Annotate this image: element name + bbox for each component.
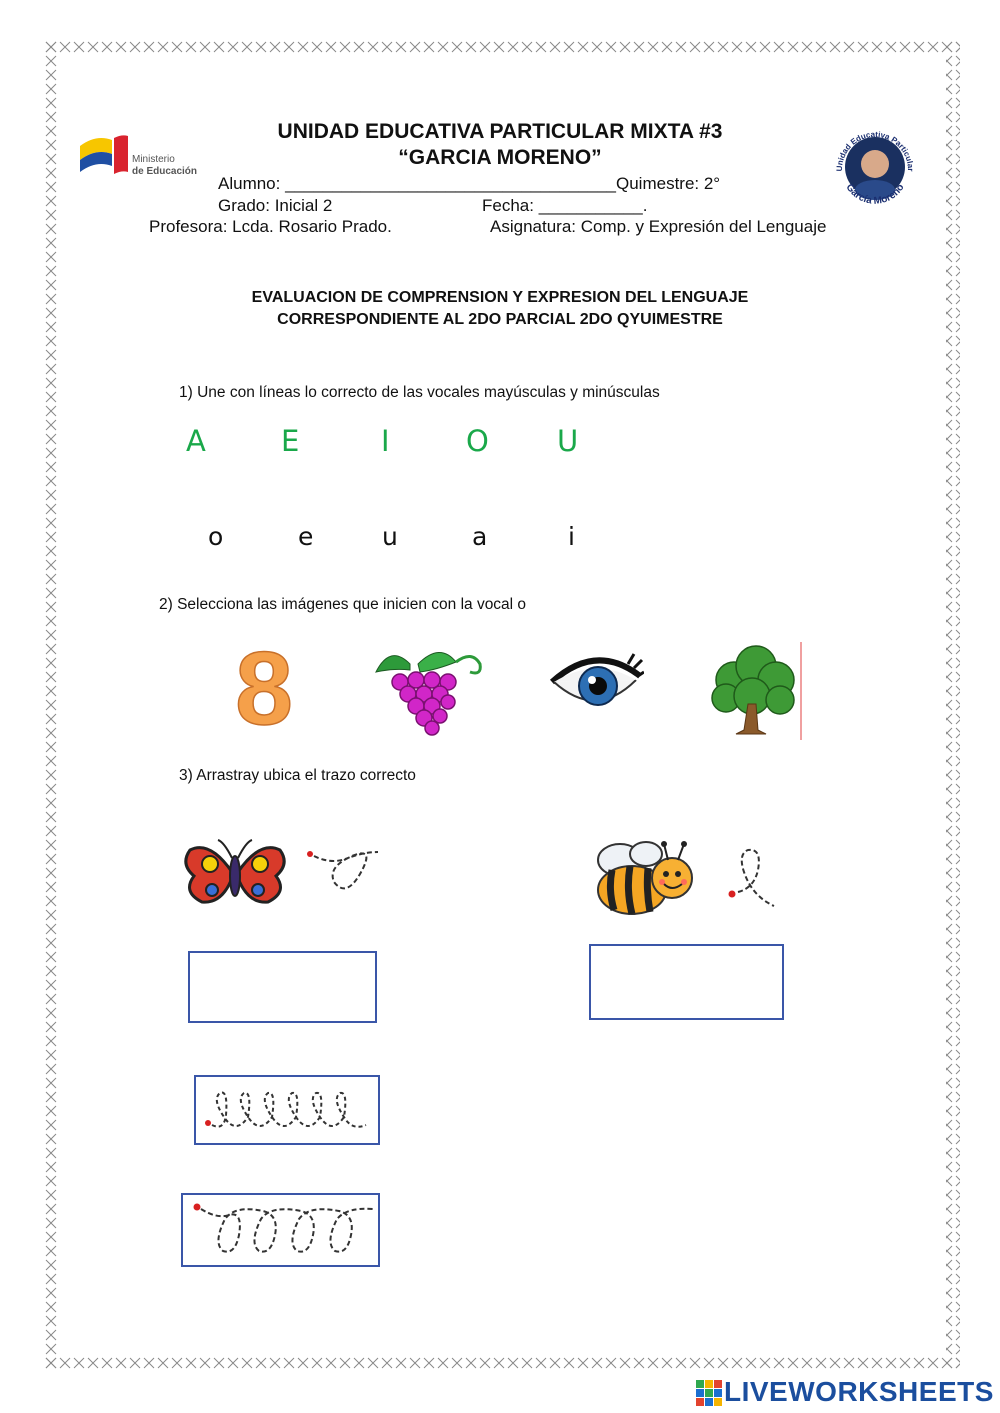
school-title-line2: “GARCIA MORENO”	[398, 146, 602, 169]
vowel-lowercase-i[interactable]: i	[568, 522, 575, 551]
evaluation-title-line2: CORRESPONDIENTE AL 2DO PARCIAL 2DO QYUIMESTRE	[277, 311, 723, 328]
fecha-field: Fecha: ___________.	[482, 196, 648, 215]
vowel-uppercase-a[interactable]: A	[186, 424, 206, 458]
liveworksheets-brand: LIVEWORKSHEETS	[724, 1376, 994, 1407]
vowel-uppercase-i[interactable]: I	[381, 424, 390, 458]
vowel-lowercase-a[interactable]: a	[472, 522, 488, 551]
asignatura-field: Asignatura: Comp. y Expresión del Lenguaje	[490, 217, 827, 236]
question-1-prompt: 1) Une con líneas lo correcto de las vocales mayúsculas y minúsculas	[179, 384, 660, 401]
profesora-field: Profesora: Lcda. Rosario Prado.	[149, 217, 392, 236]
eight-image[interactable]	[226, 638, 302, 730]
alumno-field: Alumno: ___________________________________Quimestre: 2°	[218, 174, 721, 193]
bee-image	[590, 838, 700, 920]
vowel-lowercase-o[interactable]: o	[208, 522, 224, 551]
vowel-lowercase-e[interactable]: e	[298, 522, 314, 551]
vowel-lowercase-u[interactable]: u	[382, 522, 398, 551]
vowel-uppercase-o[interactable]: O	[466, 424, 489, 458]
evaluation-title-line1: EVALUACION DE COMPRENSION Y EXPRESION DEL LENGUAJE	[251, 289, 749, 306]
grapes-image[interactable]	[370, 642, 486, 736]
butterfly-trace-pattern	[298, 840, 382, 906]
eye-image[interactable]	[548, 646, 644, 718]
seal-text-bottom: García Moreno	[843, 182, 907, 207]
liveworksheets-icon	[696, 1380, 722, 1406]
bee-drop-box[interactable]	[589, 944, 784, 1020]
eight-glyph: 8	[235, 638, 293, 730]
page-border	[44, 40, 960, 1370]
bee-trace-pattern	[718, 840, 784, 920]
ministry-line2: de Educación	[132, 166, 198, 177]
trace-option-circles[interactable]	[181, 1193, 380, 1267]
liveworksheets-logo	[696, 1376, 996, 1410]
butterfly-image	[180, 836, 290, 908]
butterfly-drop-box[interactable]	[188, 951, 377, 1023]
seal-text-top: Unidad Educativa Particular	[834, 129, 916, 172]
grado-field: Grado: Inicial 2	[218, 196, 333, 215]
question-2-prompt: 2) Selecciona las imágenes que inicien con la vocal o	[159, 596, 527, 613]
question-3-prompt: 3) Arrastray ubica el trazo correcto	[179, 767, 416, 784]
vowel-uppercase-u[interactable]: U	[557, 424, 579, 458]
trace-option-loops[interactable]	[194, 1075, 380, 1145]
ministry-line1: Ministerio	[132, 154, 175, 165]
tree-image[interactable]	[704, 640, 802, 742]
school-title-line1: UNIDAD EDUCATIVA PARTICULAR MIXTA #3	[277, 120, 723, 143]
vowel-uppercase-e[interactable]: E	[281, 424, 300, 458]
